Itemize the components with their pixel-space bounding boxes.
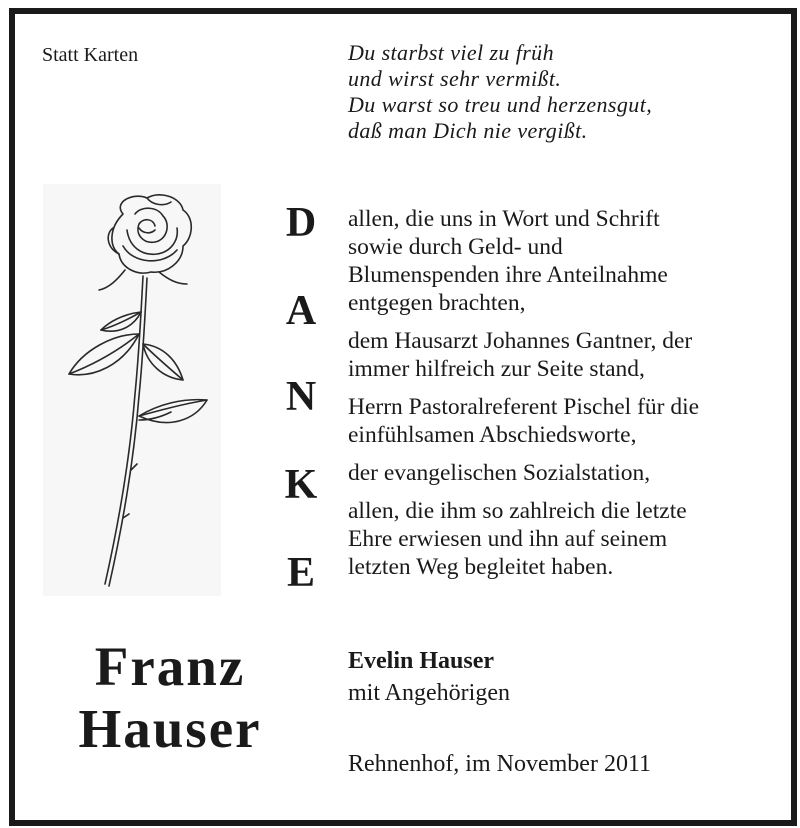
thanks-paragraph	[348, 393, 699, 449]
thanks-line: Herrn Pastoralreferent Pischel für die	[348, 394, 700, 420]
danke-letter: E	[286, 550, 315, 596]
poem-line: daß man Dich nie vergißt.	[348, 118, 588, 143]
rose-icon	[43, 184, 221, 596]
thanks-line: allen, die uns in Wort und Schrift	[348, 206, 660, 232]
poem-line: und wirst sehr vermißt.	[348, 66, 562, 91]
thanks-line: allen, die ihm so zahlreich die letzte	[348, 498, 687, 524]
thanks-paragraph	[348, 205, 699, 317]
poem-line: Du warst so treu und herzensgut,	[348, 92, 653, 117]
place-date: Rehnenhof, im November 2011	[348, 751, 652, 777]
thanks-line: Blumenspenden ihre Anteilnahme	[348, 262, 668, 288]
thanks-text	[348, 205, 699, 581]
poem-line: Du starbst viel zu früh	[348, 40, 554, 65]
thanks-line: dem Hausarzt Johannes Gantner, der	[348, 328, 693, 354]
deceased-last-name: Hauser	[78, 698, 262, 759]
danke-letter: A	[285, 288, 317, 334]
danke-letter: N	[285, 374, 317, 420]
danke-letter: K	[284, 462, 318, 508]
signature-name: Evelin Hauser	[348, 648, 495, 674]
thanks-paragraph	[348, 459, 699, 487]
poem	[348, 40, 652, 144]
thanks-line: der evangelischen Sozialstation,	[348, 460, 651, 486]
rose-illustration	[43, 184, 221, 596]
thanks-paragraph	[348, 327, 699, 383]
obituary-card	[9, 8, 797, 826]
thanks-line: sowie durch Geld- und	[348, 234, 563, 260]
statt-karten-label: Statt Karten	[42, 44, 139, 66]
thanks-line: einfühlsamen Abschiedsworte,	[348, 422, 637, 448]
thanks-line: immer hilfreich zur Seite stand,	[348, 356, 645, 382]
thanks-line: entgegen brachten,	[348, 290, 526, 316]
deceased-first-name: Franz	[94, 636, 246, 697]
thanks-line: Ehre erwiesen und ihn auf seinem	[348, 526, 668, 552]
signature-relatives: mit Angehörigen	[348, 680, 510, 706]
danke-letter: D	[285, 200, 317, 246]
thanks-line: letzten Weg begleitet haben.	[348, 554, 614, 580]
thanks-paragraph	[348, 497, 699, 581]
